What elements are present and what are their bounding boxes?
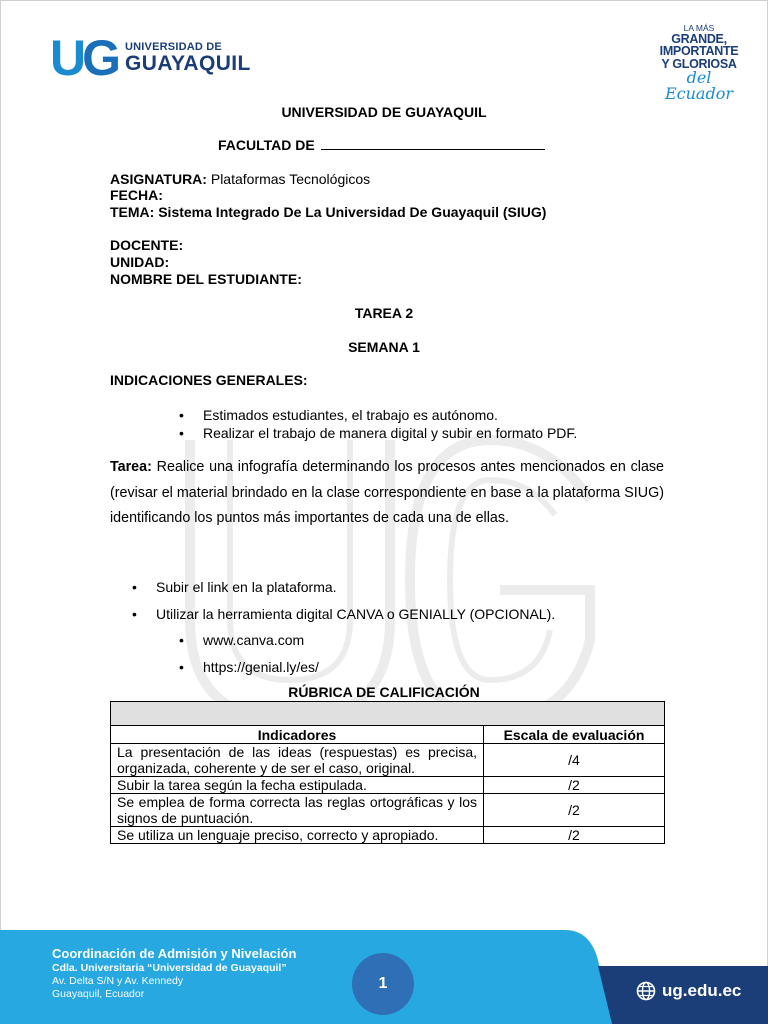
indicator-cell: La presentación de las ideas (respuestas) es precisa, organizada, coherente y de ser el caso, original. <box>111 744 484 777</box>
faculty-blank <box>321 137 545 150</box>
logo-line-2: GUAYAQUIL <box>125 52 251 75</box>
general-heading: INDICACIONES GENERALES: <box>110 372 308 388</box>
rubric-blank-header <box>111 702 665 726</box>
ug-logo-mark: UG <box>50 30 118 86</box>
teacher-label: DOCENTE: <box>110 237 184 253</box>
page-number-badge: 1 <box>352 953 414 1015</box>
globe-icon <box>636 981 656 1001</box>
task-title: TAREA 2 <box>354 305 414 321</box>
table-row <box>111 777 665 794</box>
score-cell: /2 <box>484 827 665 844</box>
footer-address: Coordinación de Admisión y Nivelación Cdla. Universitaria “Universidad de Guayaquil” Av. Delta S/N y Av. Kennedy Guayaquil, Ecuador <box>52 946 297 1000</box>
website-link[interactable]: ug.edu.ec <box>636 981 741 1001</box>
faculty-line: FACULTAD DE <box>218 137 545 153</box>
university-title: UNIVERSIDAD DE GUAYAQUIL <box>281 104 487 120</box>
slogan-logo: LA MÁS GRANDE, IMPORTANTE Y GLORIOSA del Ecuador <box>659 23 739 103</box>
task-paragraph: Tarea: Realice una infografía determinando los procesos antes mencionados en clase (revisar el material brindado en la clase correspondiente en base a la plataforma SIUG) identificando los puntos más importantes de cada una de ellas. <box>110 459 664 526</box>
instruction-item: • Subir el link en la plataforma. <box>132 579 337 595</box>
score-cell: /4 <box>484 744 665 777</box>
indicator-cell: Se utiliza un lenguaje preciso, correcto y apropiado. <box>111 827 484 844</box>
university-logo <box>50 30 251 86</box>
date-label: FECHA: <box>110 187 163 203</box>
table-row <box>111 827 665 844</box>
student-label: NOMBRE DEL ESTUDIANTE: <box>110 271 302 287</box>
general-item: • Realizar el trabajo de manera digital y subir en formato PDF. <box>179 425 578 441</box>
col-indicators-header: Indicadores <box>111 726 484 744</box>
score-cell: /2 <box>484 777 665 794</box>
link-item-canva: • www.canva.com <box>179 632 305 648</box>
general-item: • Estimados estudiantes, el trabajo es autónomo. <box>179 407 498 423</box>
table-row <box>111 744 665 777</box>
topic-line: TEMA: Sistema Integrado De La Universidad De Guayaquil (SIUG) <box>110 204 547 220</box>
link-item-genially: • https://genial.ly/es/ <box>179 659 319 675</box>
rubric-title: RÚBRICA DE CALIFICACIÓN <box>288 684 480 700</box>
col-scale-header: Escala de evaluación <box>484 726 665 744</box>
unit-label: UNIDAD: <box>110 254 170 270</box>
logo-line-1: UNIVERSIDAD DE <box>125 41 222 53</box>
table-row <box>111 794 665 827</box>
rubric-table <box>110 701 665 844</box>
rubric-column-headers <box>111 726 665 744</box>
score-cell: /2 <box>484 794 665 827</box>
week-title: SEMANA 1 <box>348 339 420 355</box>
indicator-cell: Subir la tarea según la fecha estipulada. <box>111 777 484 794</box>
instruction-item: • Utilizar la herramienta digital CANVA o GENIALLY (OPCIONAL). <box>132 606 556 622</box>
subject-line: ASIGNATURA: Plataformas Tecnológicos <box>110 171 371 187</box>
indicator-cell: Se emplea de forma correcta las reglas ortográficas y los signos de puntuación. <box>111 794 484 827</box>
